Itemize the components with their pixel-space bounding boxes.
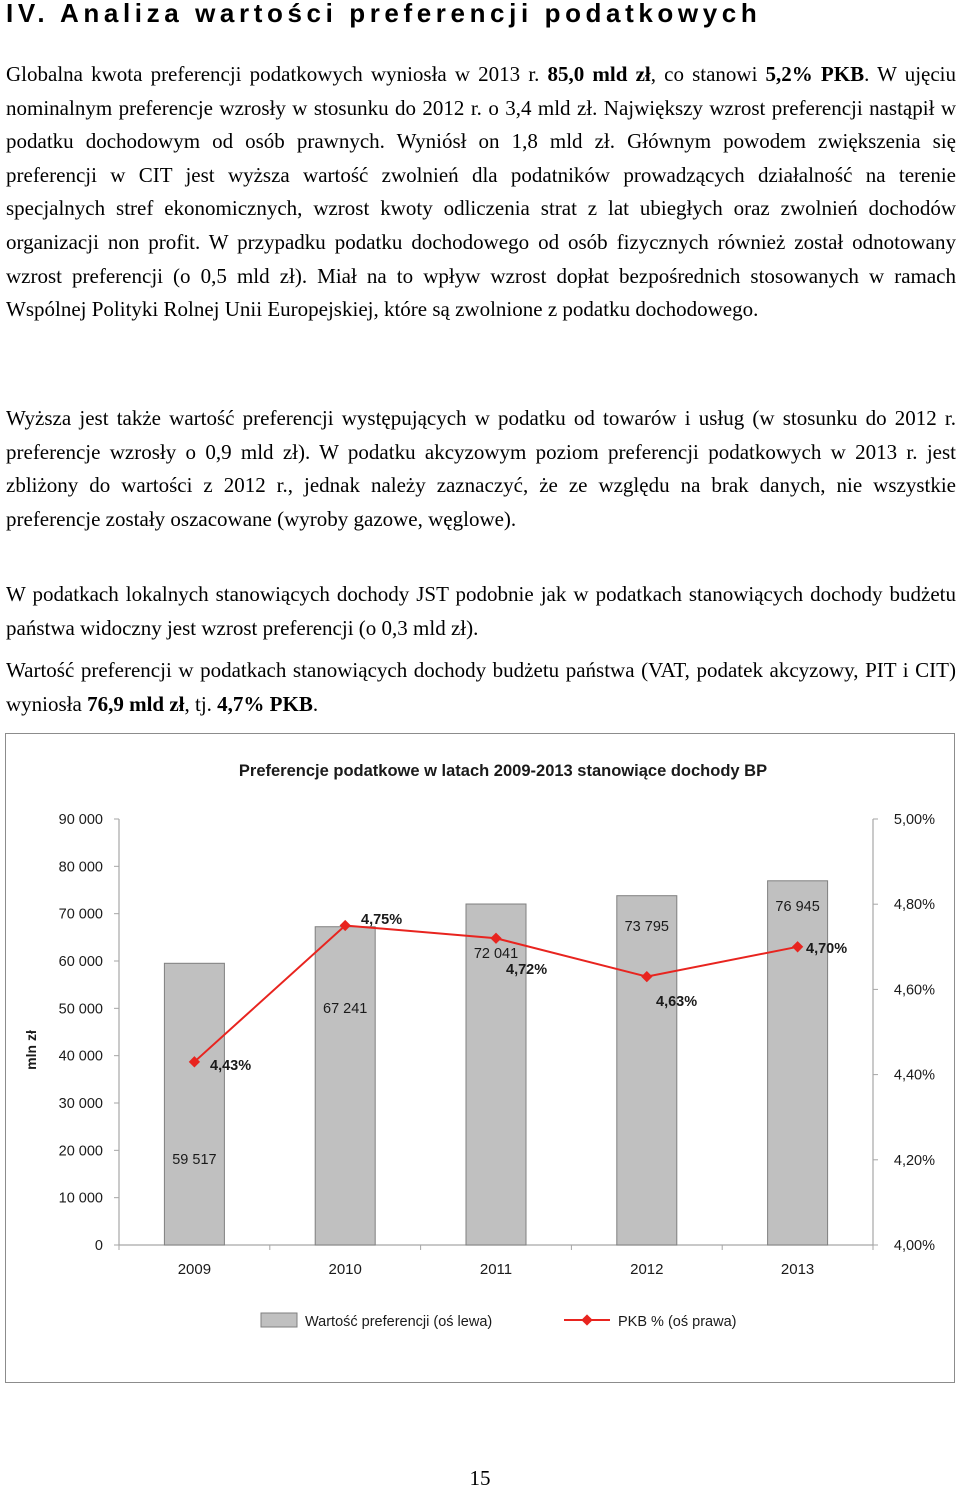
bar-value-label: 72 041	[473, 946, 519, 962]
bar	[164, 963, 224, 1245]
chart-title: Preferencje podatkowe w latach 2009-2013 stanowiące dochody BP	[238, 762, 768, 780]
legend-line-label: PKB % (oś prawa)	[618, 1314, 737, 1330]
text-run: . W ujęciu nominalnym preferencje wzrosły w stosunku do 2012 r. o 3,4 mld zł. Największy wzrost preferencji nastąpił w podatku dochodowym od osób prawnych. Wyniósł on 1,8 mld zł. Głównym powodem zwiększenia się preferencji w CIT jest wyższa wartość zwolnień dla podatników prowadzących działalność na terenie specjalnych stref ekonomicznych, wzrost kwoty odliczenia strat z lat ubiegłych oraz zwolnień dochodów organizacji non profit. W przypadku podatku dochodowego od osób fizycznych również został odnotowany wzrost preferencji (o 0,5 mld zł). Miał na to wpływ wzrost dopłat bezpośrednich stosowanych w ramach Wspólnej Polityki Rolnej Unii Europejskiej, które są zwolnione z podatku dochodowego.	[6, 62, 957, 322]
y2-tick-label: 4,20%	[893, 1152, 935, 1169]
y-tick-label: 30 000	[58, 1096, 103, 1112]
pkb-value-label: 4,75%	[361, 912, 403, 928]
paragraph-2	[6, 402, 956, 536]
text-run: , co stanowi	[650, 62, 766, 86]
bar	[315, 927, 375, 1245]
y-axis-label: mln zł	[23, 1030, 39, 1070]
bar-value-label: 67 241	[323, 1001, 368, 1017]
text-run: , tj.	[184, 691, 218, 716]
y2-tick-label: 5,00%	[893, 812, 935, 828]
y-tick-label: 20 000	[58, 1143, 103, 1160]
y-tick-label: 50 000	[58, 1001, 103, 1018]
bold-text-run: 76,9 mld zł	[87, 691, 185, 716]
pkb-value-label: 4,70%	[806, 941, 848, 957]
y-tick-label: 70 000	[58, 906, 103, 923]
bar	[617, 896, 677, 1245]
pkb-value-label: 4,72%	[506, 962, 548, 978]
y-tick-label: 10 000	[58, 1190, 103, 1207]
legend-line-marker	[581, 1314, 592, 1325]
bold-text-run: 5,2% PKB	[765, 62, 865, 86]
x-tick-label: 2013	[780, 1261, 815, 1278]
text-run: .	[312, 691, 319, 716]
y-tick-label: 90 000	[58, 812, 103, 828]
y-tick-label: 80 000	[58, 859, 103, 876]
y2-tick-label: 4,60%	[893, 982, 935, 999]
y2-tick-label: 4,80%	[893, 897, 935, 914]
y-tick-label: 60 000	[58, 954, 103, 970]
legend-bar-swatch	[261, 1313, 297, 1327]
y-tick-label: 0	[94, 1238, 103, 1254]
bold-text-run: 4,7% PKB	[217, 691, 313, 716]
paragraph-1	[6, 58, 956, 327]
paragraph-4	[6, 654, 956, 721]
page-number: 15	[469, 1466, 491, 1490]
y-tick-label: 40 000	[58, 1048, 103, 1065]
bar-value-label: 73 795	[624, 919, 669, 935]
text-run: Wartość preferencji w podatkach stanowiących dochody budżetu państwa (VAT, podatek akcyzowy, PIT i CIT) wyniosła	[6, 658, 956, 716]
y2-tick-label: 4,00%	[893, 1238, 935, 1254]
section-heading: IV. Analiza wartości preferencji podatkowych	[6, 0, 762, 28]
x-tick-label: 2010	[328, 1261, 362, 1278]
paragraph-3	[6, 578, 956, 645]
bar-value-label: 59 517	[172, 1152, 217, 1168]
y2-tick-label: 4,40%	[893, 1067, 935, 1084]
x-tick-label: 2009	[177, 1261, 212, 1278]
legend-bar-label: Wartość preferencji (oś lewa)	[305, 1314, 493, 1330]
bar	[768, 881, 828, 1245]
x-tick-label: 2012	[630, 1261, 664, 1278]
text-run: Wyższa jest także wartość preferencji występujących w podatku od towarów i usług (w stosunku do 2012 r. preferencje wzrosły o 0,9 mld zł). W podatku akcyzowym poziom preferencji podatkowych w 2013 r. jest zbliżony do wartości z 2012 r., jednak należy zaznaczyć, że ze względu na brak danych, nie wszystkie preferencje zostały oszacowane (wyroby gazowe, węglowe).	[6, 406, 956, 531]
bold-text-run: 85,0 mld zł	[547, 62, 651, 86]
text-run: Globalna kwota preferencji podatkowych wyniosła w 2013 r.	[6, 62, 548, 86]
pkb-value-label: 4,63%	[656, 994, 698, 1010]
x-tick-label: 2011	[479, 1261, 513, 1278]
bar-value-label: 76 945	[775, 899, 820, 915]
preferences-chart	[6, 734, 953, 1381]
pkb-value-label: 4,43%	[210, 1058, 252, 1074]
text-run: W podatkach lokalnych stanowiących dochody JST podobnie jak w podatkach stanowiących dochody budżetu państwa widoczny jest wzrost preferencji (o 0,3 mld zł).	[6, 582, 956, 640]
chart-frame	[5, 733, 955, 1383]
